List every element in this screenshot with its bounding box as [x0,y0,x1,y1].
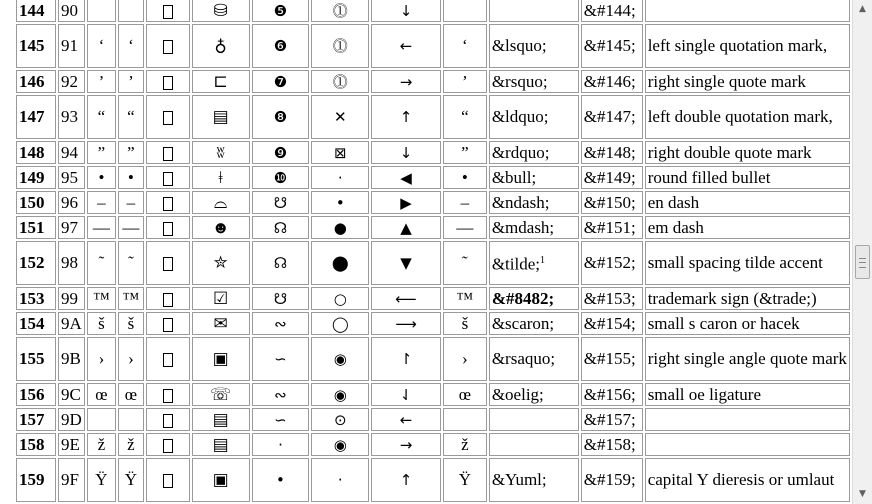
numeric-entity-cell: &#151; [581,216,643,239]
description-cell: small spacing tilde accent [645,241,850,285]
entity-name-cell [489,191,579,214]
missing-glyph-cell [146,0,190,22]
numeric-entity-cell: &#153; [581,287,643,310]
character-cell: › [87,337,116,381]
wingdings3-glyph-cell: ⊠ [311,141,369,164]
wingdings2-glyph-cell: ❽ [252,95,310,139]
missing-glyph-cell [146,95,190,139]
missing-glyph-box-icon [163,474,173,488]
arrow-glyph-cell: ← [371,24,441,68]
entity-name-cell [489,166,579,189]
decimal-code-cell: 158 [16,433,56,456]
footnote-marker: 1 [540,255,545,267]
wingdings-glyph-cell: ▣ [192,337,250,381]
entity-name-text: &lsquo; [491,36,547,55]
character-cell: ‘ [443,24,487,68]
wingdings2-glyph-cell: ❻ [252,24,310,68]
wingdings3-glyph-cell: ✕ [311,95,369,139]
table-row [16,191,850,214]
hex-code-cell: 98 [58,241,85,285]
scroll-up-arrow-icon[interactable]: ▲ [859,4,866,14]
entity-name-cell [489,0,579,22]
numeric-entity-cell: &#149; [581,166,643,189]
arrow-glyph-cell: ▼ [371,241,441,285]
arrow-glyph-cell: ↾ [371,337,441,381]
missing-glyph-cell [146,337,190,381]
character-cell: › [443,337,487,381]
numeric-entity-cell: &#150; [581,191,643,214]
character-cell: ’ [118,70,144,93]
description-cell: right single angle quote mark [645,337,850,381]
character-cell: œ [443,383,487,406]
character-cell: — [443,216,487,239]
decimal-code-cell: 151 [16,216,56,239]
character-cell: – [118,191,144,214]
missing-glyph-cell [146,241,190,285]
missing-glyph-cell [146,216,190,239]
table-row [16,24,850,68]
description-cell: right double quote mark [645,141,850,164]
wingdings3-glyph-cell: ◯ [311,312,369,335]
missing-glyph-box-icon [163,439,173,453]
description-cell [645,0,850,22]
arrow-glyph-cell: ▶ [371,191,441,214]
wingdings2-glyph-cell: • [252,458,310,502]
missing-glyph-cell [146,433,190,456]
hex-code-cell: 9C [58,383,85,406]
missing-glyph-box-icon [163,389,173,403]
wingdings2-glyph-cell: ☊ [252,216,310,239]
arrow-glyph-cell: → [371,70,441,93]
entity-name-cell [489,216,579,239]
missing-glyph-box-icon [163,414,173,428]
character-cell: Ÿ [443,458,487,502]
entity-name-text: &tilde; [491,254,540,274]
wingdings2-glyph-cell: ☊ [252,241,310,285]
character-cell: ” [118,141,144,164]
decimal-code-cell: 148 [16,141,56,164]
character-cell: • [87,166,116,189]
missing-glyph-cell [146,312,190,335]
table-row [16,241,850,285]
missing-glyph-box-icon [163,76,173,90]
decimal-code-cell: 147 [16,95,56,139]
decimal-code-cell: 144 [16,0,56,22]
hex-code-cell: 97 [58,216,85,239]
character-cell: • [118,166,144,189]
wingdings-glyph-cell: ✉ [192,312,250,335]
wingdings3-glyph-cell: ⊙ [311,408,369,431]
hex-code-cell: 9E [58,433,85,456]
numeric-entity-cell: &#157; [581,408,643,431]
entity-name-text: &mdash; [491,217,555,237]
wingdings3-glyph-cell: ⓵ [311,70,369,93]
table-row [16,216,850,239]
entity-name-text: &ldquo; [491,107,549,126]
entity-name-cell [489,24,579,68]
missing-glyph-cell [146,408,190,431]
description-cell: trademark sign (&trade;) [645,287,850,310]
entity-name-text: &scaron; [491,313,555,333]
table-row [16,0,850,22]
hex-code-cell: 9F [58,458,85,502]
character-cell: ž [443,433,487,456]
description-cell: small s caron or hacek [645,312,850,335]
missing-glyph-cell [146,166,190,189]
wingdings2-glyph-cell: ☋ [252,287,310,310]
table-row [16,458,850,502]
hex-code-cell: 9D [58,408,85,431]
missing-glyph-box-icon [163,111,173,125]
character-cell [87,408,116,431]
hex-code-cell: 99 [58,287,85,310]
entity-name-cell [489,70,579,93]
missing-glyph-cell [146,141,190,164]
wingdings2-glyph-cell: ∾ [252,312,310,335]
table-row [16,312,850,335]
entity-name-text: &rdquo; [491,142,550,162]
description-cell: left double quotation mark, [645,95,850,139]
wingdings2-glyph-cell: ❿ [252,166,310,189]
character-cell [118,0,144,22]
decimal-code-cell: 155 [16,337,56,381]
wingdings-glyph-cell: ▤ [192,408,250,431]
description-cell: left single quotation mark, [645,24,850,68]
missing-glyph-cell [146,24,190,68]
decimal-code-cell: 154 [16,312,56,335]
arrow-glyph-cell: ↑ [371,95,441,139]
entity-name-cell [489,458,579,502]
wingdings-glyph-cell: ☻ [192,216,250,239]
wingdings3-glyph-cell: ◉ [311,433,369,456]
missing-glyph-box-icon [163,318,173,332]
table-row [16,95,850,139]
wingdings3-glyph-cell: ○ [311,287,369,310]
wingdings2-glyph-cell: ❼ [252,70,310,93]
character-cell: ˜ [87,241,116,285]
wingdings3-glyph-cell: ◉ [311,383,369,406]
entity-name-text: &rsaquo; [491,349,556,368]
missing-glyph-box-icon [163,147,173,161]
character-cell: Ÿ [87,458,116,502]
arrow-glyph-cell: ↓ [371,0,441,22]
wingdings2-glyph-cell: ∽ [252,337,310,381]
arrow-glyph-cell: → [371,433,441,456]
wingdings-glyph-cell: ☑ [192,287,250,310]
character-cell: • [443,166,487,189]
character-cell [87,0,116,22]
arrow-glyph-cell: ⇃ [371,383,441,406]
wingdings2-glyph-cell: ❾ [252,141,310,164]
scroll-down-arrow-icon[interactable]: ▼ [859,489,866,499]
character-cell: œ [87,383,116,406]
missing-glyph-box-icon [163,40,173,54]
wingdings-glyph-cell: ⛁ [192,0,250,22]
numeric-entity-cell: &#146; [581,70,643,93]
hex-code-cell: 90 [58,0,85,22]
entity-name-cell [489,337,579,381]
description-cell [645,433,850,456]
table-row [16,337,850,381]
numeric-entity-cell: &#155; [581,337,643,381]
table-row [16,141,850,164]
decimal-code-cell: 157 [16,408,56,431]
character-cell: — [118,216,144,239]
character-cell: ˜ [443,241,487,285]
character-cell: ’ [87,70,116,93]
missing-glyph-box-icon [163,257,173,271]
table-row [16,70,850,93]
character-cell: ” [443,141,487,164]
arrow-glyph-cell: ↓ [371,141,441,164]
entity-name-text: &ndash; [491,192,550,212]
wingdings3-glyph-cell: ⓵ [311,24,369,68]
table-row [16,408,850,431]
character-cell [443,408,487,431]
wingdings3-glyph-cell: · [311,166,369,189]
character-cell: – [443,191,487,214]
character-entity-table [14,0,852,504]
hex-code-cell: 94 [58,141,85,164]
missing-glyph-box-icon [163,353,173,367]
entity-name-cell [489,408,579,431]
decimal-code-cell: 146 [16,70,56,93]
missing-glyph-cell [146,383,190,406]
table-row [16,383,850,406]
wingdings-glyph-cell: ♁ [192,24,250,68]
entity-name-cell [489,312,579,335]
numeric-entity-cell: &#159; [581,458,643,502]
table-row [16,433,850,456]
wingdings3-glyph-cell: ⓵ [311,0,369,22]
numeric-entity-cell: &#156; [581,383,643,406]
arrow-glyph-cell: ↑ [371,458,441,502]
decimal-code-cell: 150 [16,191,56,214]
hex-code-cell: 96 [58,191,85,214]
character-cell: — [87,216,116,239]
wingdings2-glyph-cell: ☋ [252,191,310,214]
character-cell: š [87,312,116,335]
character-cell: ” [87,141,116,164]
missing-glyph-cell [146,191,190,214]
wingdings3-glyph-cell: · [311,458,369,502]
description-cell: right single quote mark [645,70,850,93]
hex-code-cell: 92 [58,70,85,93]
decimal-code-cell: 153 [16,287,56,310]
numeric-entity-cell: &#148; [581,141,643,164]
arrow-glyph-cell: ⟶ [371,312,441,335]
wingdings-glyph-cell: ǂ [192,166,250,189]
character-cell: ‘ [118,24,144,68]
entity-name-text: &Yuml; [491,470,547,489]
entity-name-cell [489,287,579,310]
character-cell: š [443,312,487,335]
wingdings-glyph-cell: ⊏ [192,70,250,93]
wingdings-glyph-cell: ⌓ [192,191,250,214]
wingdings-glyph-cell: ▤ [192,433,250,456]
character-cell: ž [118,433,144,456]
numeric-entity-cell: &#152; [581,241,643,285]
entity-name-text: &#8482; [491,288,555,308]
missing-glyph-cell [146,70,190,93]
hex-code-cell: 9B [58,337,85,381]
wingdings3-glyph-cell: ⬤ [311,241,369,285]
character-cell: “ [87,95,116,139]
arrow-glyph-cell: ⟵ [371,287,441,310]
entity-name-cell [489,241,579,285]
character-cell: ˜ [118,241,144,285]
description-cell: round filled bullet [645,166,850,189]
table-body [16,0,850,502]
entity-name-text: &rsquo; [491,71,548,91]
wingdings3-glyph-cell: ◉ [311,337,369,381]
character-cell: ž [87,433,116,456]
vertical-scrollbar[interactable] [852,0,872,504]
decimal-code-cell: 145 [16,24,56,68]
missing-glyph-box-icon [163,197,173,211]
numeric-entity-cell: &#145; [581,24,643,68]
hex-code-cell: 93 [58,95,85,139]
character-cell: “ [443,95,487,139]
numeric-entity-cell: &#158; [581,433,643,456]
scroll-thumb[interactable] [855,245,870,279]
missing-glyph-box-icon [163,222,173,236]
character-cell: ’ [443,70,487,93]
missing-glyph-box-icon [163,293,173,307]
wingdings-glyph-cell: ʬ [192,141,250,164]
numeric-entity-cell: &#147; [581,95,643,139]
character-cell: › [118,337,144,381]
entity-name-text: &bull; [491,167,537,187]
missing-glyph-box-icon [163,172,173,186]
decimal-code-cell: 152 [16,241,56,285]
character-cell [443,0,487,22]
entity-name-cell [489,383,579,406]
description-cell: capital Y dieresis or umlaut [645,458,850,502]
arrow-glyph-cell: ▲ [371,216,441,239]
decimal-code-cell: 159 [16,458,56,502]
decimal-code-cell: 156 [16,383,56,406]
character-cell: ™ [118,287,144,310]
character-cell: – [87,191,116,214]
table-row [16,287,850,310]
decimal-code-cell: 149 [16,166,56,189]
missing-glyph-cell [146,287,190,310]
arrow-glyph-cell: ← [371,408,441,431]
hex-code-cell: 91 [58,24,85,68]
numeric-entity-cell: &#154; [581,312,643,335]
description-cell: small oe ligature [645,383,850,406]
wingdings-glyph-cell: ☏ [192,383,250,406]
character-cell: œ [118,383,144,406]
missing-glyph-cell [146,458,190,502]
arrow-glyph-cell: ◀ [371,166,441,189]
wingdings3-glyph-cell: ● [311,216,369,239]
wingdings2-glyph-cell: ❺ [252,0,310,22]
hex-code-cell: 95 [58,166,85,189]
character-cell: š [118,312,144,335]
grip-icon [859,258,866,268]
character-cell [118,408,144,431]
numeric-entity-cell: &#144; [581,0,643,22]
wingdings2-glyph-cell: · [252,433,310,456]
hex-code-cell: 9A [58,312,85,335]
character-cell: ™ [87,287,116,310]
missing-glyph-box-icon [163,5,173,19]
character-cell: Ÿ [118,458,144,502]
wingdings2-glyph-cell: ∽ [252,408,310,431]
description-cell: en dash [645,191,850,214]
description-cell [645,408,850,431]
wingdings-glyph-cell: ▤ [192,95,250,139]
character-cell: ™ [443,287,487,310]
description-cell: em dash [645,216,850,239]
entity-name-cell [489,433,579,456]
character-cell: ‘ [87,24,116,68]
wingdings2-glyph-cell: ∾ [252,383,310,406]
table-row [16,166,850,189]
wingdings-glyph-cell: ▣ [192,458,250,502]
entity-name-text: &oelig; [491,384,544,404]
entity-name-cell [489,95,579,139]
entity-name-cell [489,141,579,164]
character-cell: “ [118,95,144,139]
wingdings3-glyph-cell: • [311,191,369,214]
wingdings-glyph-cell: ✮ [192,241,250,285]
